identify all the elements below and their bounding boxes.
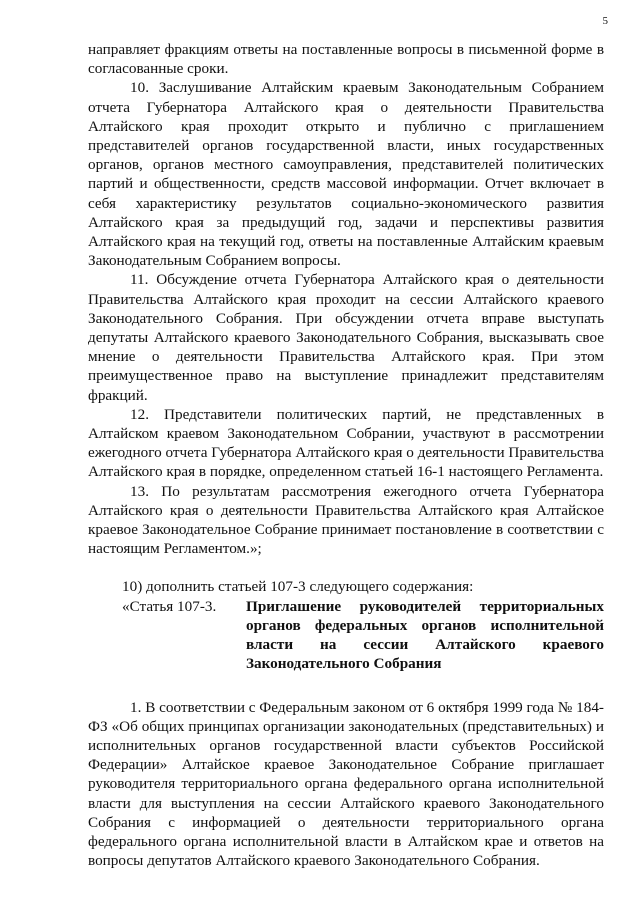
spacer	[88, 674, 604, 698]
paragraph-item-10: 10. Заслушивание Алтайским краевым Законодательным Собранием отчета Губернатора Алтайского края о деятельности Правительства Алтайского края проходит открыто и публично с приглашением представителей органов государственной власти, иных государственных органов, органов местного самоуправления, представителей политических партий и общественности, средств массовой информации. Отчет включает в себя характеристику результатов социально-экономического развития Алтайского края за предыдущий год, задачи и перспективы развития Алтайского края на текущий год, ответы на поставленные Алтайским краевым Законодательным Собранием вопросы.	[88, 79, 604, 270]
spacer	[88, 558, 604, 577]
article-heading	[88, 597, 604, 674]
paragraph-continuation: направляет фракциям ответы на поставленные вопросы в письменной форме в согласованные сроки.	[88, 41, 604, 78]
amendment-intro: 10) дополнить статьей 107-3 следующего содержания:	[122, 578, 474, 596]
article-label: «Статья 107-3.	[122, 597, 217, 615]
paragraph-item-11: 11. Обсуждение отчета Губернатора Алтайского края о деятельности Правительства Алтайского края проходит на сессии Алтайского краевого Законодательного Собрания. При обсуждении отчета вправе выступать депутаты Алтайского краевого Законодательного Собрания, высказывать свое мнение о деятельности Правительства Алтайского края. При этом преимущественное право на выступление принадлежит представителям фракций.	[88, 271, 604, 404]
article-title: Приглашение руководителей территориальных органов федеральных органов исполнительной власти на сессии Алтайского краевого Законодательного Собрания	[246, 597, 604, 673]
document-body	[88, 40, 604, 870]
page-number: 5	[602, 15, 608, 27]
paragraph-item-13: 13. По результатам рассмотрения ежегодного отчета Губернатора Алтайского края о деятельности Правительства Алтайского края Алтайское краевое Законодательное Собрание принимает постановление в соответствии с настоящим Регламентом.»;	[88, 482, 604, 558]
paragraph-item-12: 12. Представители политических партий, не представленных в Алтайском краевом Законодательном Собрании, участвуют в рассмотрении ежегодного отчета Губернатора Алтайского края о деятельности Правительства Алтайского края в порядке, определенном статьей 16-1 настоящего Регламента.	[88, 405, 604, 481]
paragraph-article-item-1: 1. В соответствии с Федеральным законом от 6 октября 1999 года № 184-ФЗ «Об общих принципах организации законодательных (представительных) и исполнительных органов государственной власти субъектов Российской Федерации» Алтайское краевое Законодательное Собрание приглашает руководителя территориального органа федерального органа исполнительной власти для выступления на сессии Алтайского краевого Законодательного Собрания с информацией о деятельности территориального органа федерального органа исполнительной власти в Алтайском крае и ответов на вопросы депутатов Алтайского краевого Законодательного Собрания.	[88, 698, 604, 870]
